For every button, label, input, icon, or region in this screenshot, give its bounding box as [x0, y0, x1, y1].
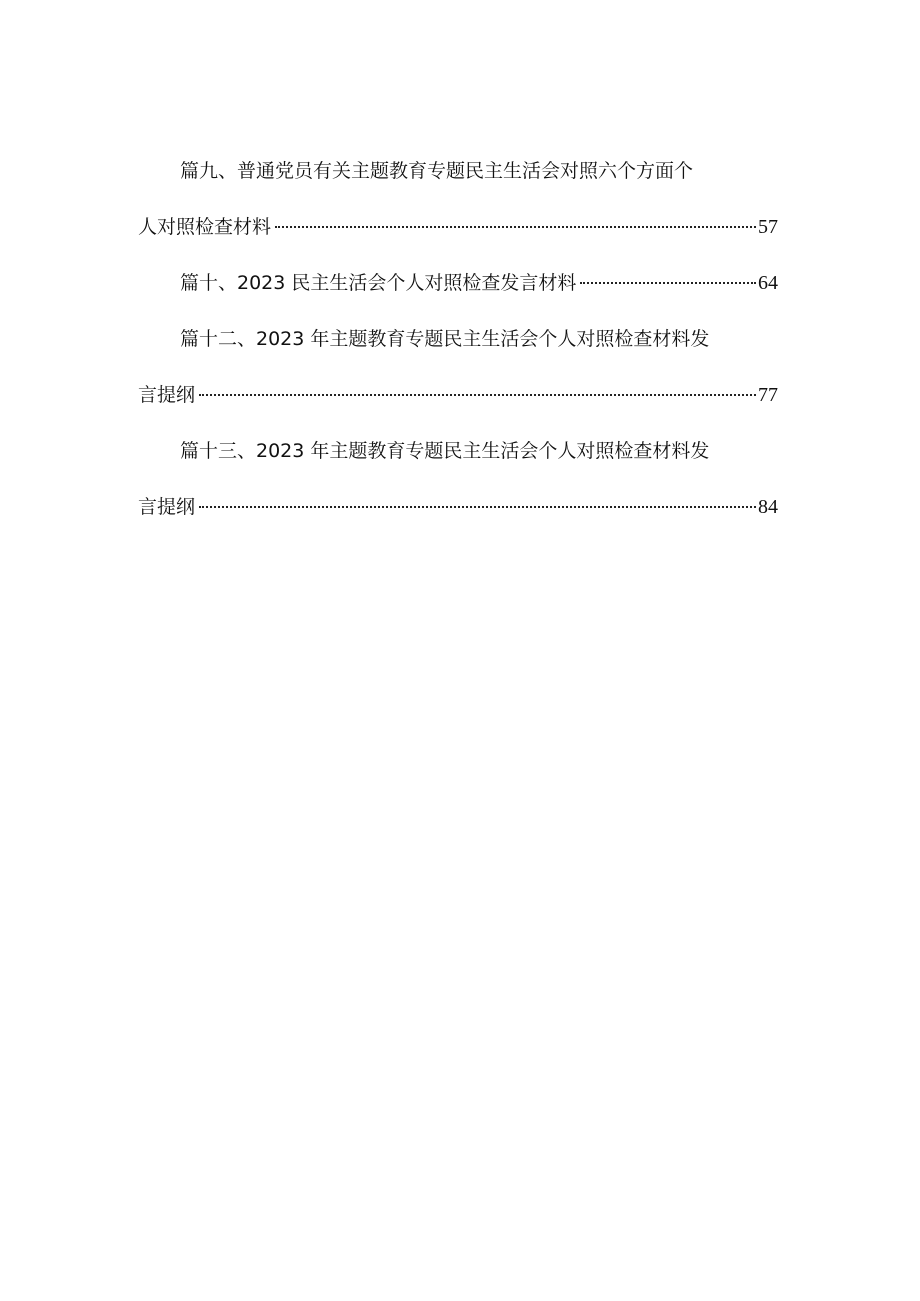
dot-leader [275, 226, 756, 228]
toc-page-number: 64 [758, 272, 778, 294]
dot-leader [199, 394, 756, 396]
toc-entry-title-line1: 篇九、普通党员有关主题教育专题民主生活会对照六个方面个 [180, 160, 694, 182]
toc-entry-title-line2-row [138, 367, 778, 423]
toc-entry-title-line2: 言提纲 [138, 496, 196, 518]
toc-entry-title-line1: 篇十三、2023 年主题教育专题民主生活会个人对照检查材料发 [180, 440, 710, 462]
toc-page-number: 57 [758, 216, 778, 238]
toc-entry-9[interactable] [138, 143, 778, 255]
toc-page-number: 77 [758, 384, 778, 406]
toc-entry-13[interactable] [138, 423, 778, 535]
dot-leader [580, 282, 756, 284]
table-of-contents [138, 143, 778, 535]
toc-entry-title-row [138, 255, 778, 311]
toc-entry-title-line2: 人对照检查材料 [138, 216, 272, 238]
toc-entry-10[interactable] [138, 255, 778, 311]
toc-entry-title-line2-row [138, 199, 778, 255]
toc-entry-title-line2-row [138, 479, 778, 535]
toc-entry-title-line1: 篇十、2023 民主生活会个人对照检查发言材料 [180, 272, 577, 294]
toc-entry-title-line1: 篇十二、2023 年主题教育专题民主生活会个人对照检查材料发 [180, 328, 710, 350]
toc-entry-12[interactable] [138, 311, 778, 423]
dot-leader [199, 506, 756, 508]
toc-entry-title-line2: 言提纲 [138, 384, 196, 406]
toc-page-number: 84 [758, 496, 778, 518]
